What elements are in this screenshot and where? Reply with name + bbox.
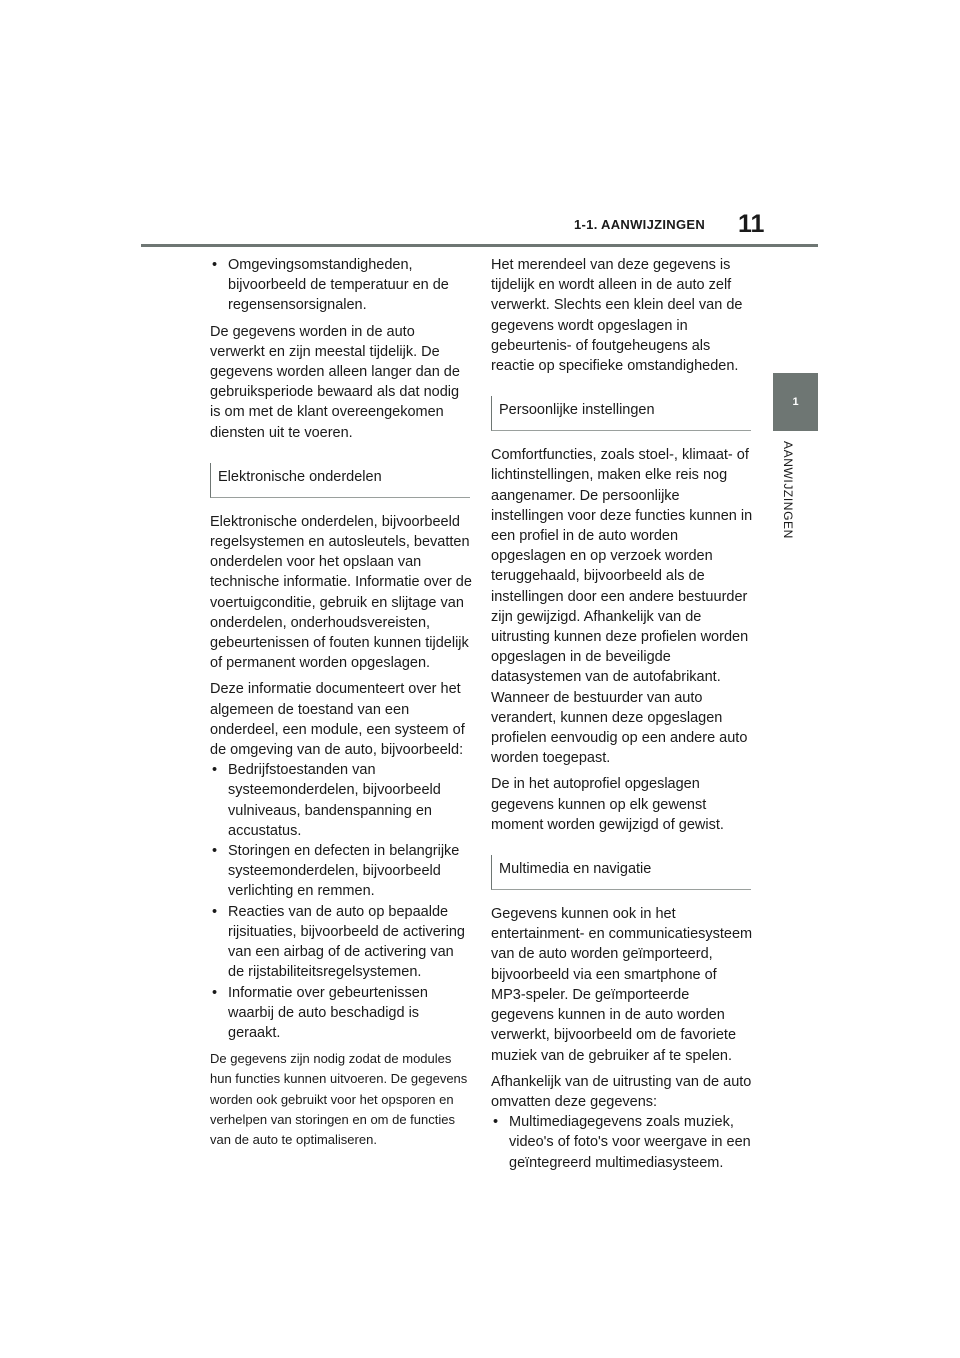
- bullet-list: [491, 1112, 753, 1173]
- intro-list: [210, 255, 472, 316]
- chapter-number: 1: [792, 396, 799, 408]
- right-column: [491, 255, 753, 1179]
- paragraph: Het merendeel van deze gegevens is tijdelijk en wordt alleen in de auto zelf verwerkt. Slechts een klein deel van de gegevens wordt opgeslagen in gebeurtenis- of foutgeheugens als reactie op specifieke omstandigheden.: [491, 257, 743, 375]
- section-heading-personal: Persoonlijke instellingen: [491, 396, 751, 431]
- section-heading-multimedia: Multimedia en navigatie: [491, 855, 751, 890]
- paragraph: Elektronische onderdelen, bijvoorbeeld regelsystemen en autosleutels, bevatten onderdelen voor het opslaan van technische informatie. Informatie over de voertuigconditie, gebruik en slijtage van onderdelen, onderhoudsvereisten, gebeurtenissen of fouten kunnen tijdelijk of permanent worden opgeslagen.: [210, 513, 472, 672]
- page-section-title: 1-1. AANWIJZINGEN: [574, 217, 706, 232]
- list-item: • Multimediagegevens zoals muziek, video's of foto's voor weergave in een geïntegreerd multimediasysteem.: [491, 1112, 753, 1173]
- page-number: 11: [738, 210, 765, 238]
- paragraph: Gegevens kunnen ook in het entertainment- en communicatiesysteem van de auto worden geïmporteerd, bijvoorbeeld via een smartphone of MP3-speler. De geïmporteerde gegevens kunnen in de auto worden verwerkt, bijvoorbeeld om de favoriete muziek van de gebruiker af te spelen.: [491, 906, 753, 1064]
- list-item: • Storingen en defecten in belangrijke systeemonderdelen, bijvoorbeeld verlichting en remmen.: [210, 841, 472, 902]
- chapter-tab: [773, 373, 818, 431]
- list-item: • Omgevingsomstandigheden, bijvoorbeeld de temperatuur en de regensensorsignalen.: [210, 255, 472, 316]
- paragraph: De in het autoprofiel opgeslagen gegevens kunnen op elk gewenst moment worden gewijzigd of gewist.: [491, 776, 724, 833]
- paragraph: De gegevens worden in de auto verwerkt en zijn meestal tijdelijk. De gegevens worden alleen langer dan de gebruiksperiode bewaard als dat nodig is om met de klant overeengekomen diensten uit te voeren.: [210, 323, 460, 441]
- left-column: [210, 255, 472, 1156]
- list-item: • Informatie over gebeurtenissen waarbij de auto beschadigd is geraakt.: [210, 983, 472, 1044]
- paragraph: Comfortfuncties, zoals stoel-, klimaat- of lichtinstellingen, maken elke reis nog aangenamer. De persoonlijke instellingen voor deze functies kunnen in een profiel in de auto worden opgeslagen en op verzoek worden teruggehaald, bijvoorbeeld als de instellingen door een andere bestuurder zijn gewijzigd. Afhankelijk van de uitrusting kunnen deze profielen worden opgeslagen in de beveiligde datasystemen van de autofabrikant. Wanneer de bestuurder van auto verandert, kunnen deze opgeslagen profielen eenvoudig op een andere auto worden toegepast.: [491, 447, 753, 767]
- chapter-label: AANWIJZINGEN: [781, 441, 795, 539]
- paragraph: De gegevens zijn nodig zodat de modules hun functies kunnen uitvoeren. De gegevens worden ook gebruikt voor het opsporen en verhelpen van storingen en om de functies van de auto te optimaliseren.: [210, 1051, 468, 1147]
- list-item: • Bedrijfstoestanden van systeemonderdelen, bijvoorbeeld vulniveaus, bandenspanning en accustatus.: [210, 760, 472, 841]
- list-item: • Reacties van de auto op bepaalde rijsituaties, bijvoorbeeld de activering van een airbag of de activering van de rijstabiliteitsregelsystemen.: [210, 902, 472, 983]
- header-divider: [141, 244, 818, 247]
- section-heading-electronic: Elektronische onderdelen: [210, 463, 470, 498]
- bullet-list: [210, 760, 472, 1043]
- paragraph: Afhankelijk van de uitrusting van de auto omvatten deze gegevens:: [491, 1073, 752, 1110]
- paragraph: Deze informatie documenteert over het algemeen de toestand van een onderdeel, een module, een systeem of de omgeving van de auto, bijvoorbeeld:: [210, 681, 465, 759]
